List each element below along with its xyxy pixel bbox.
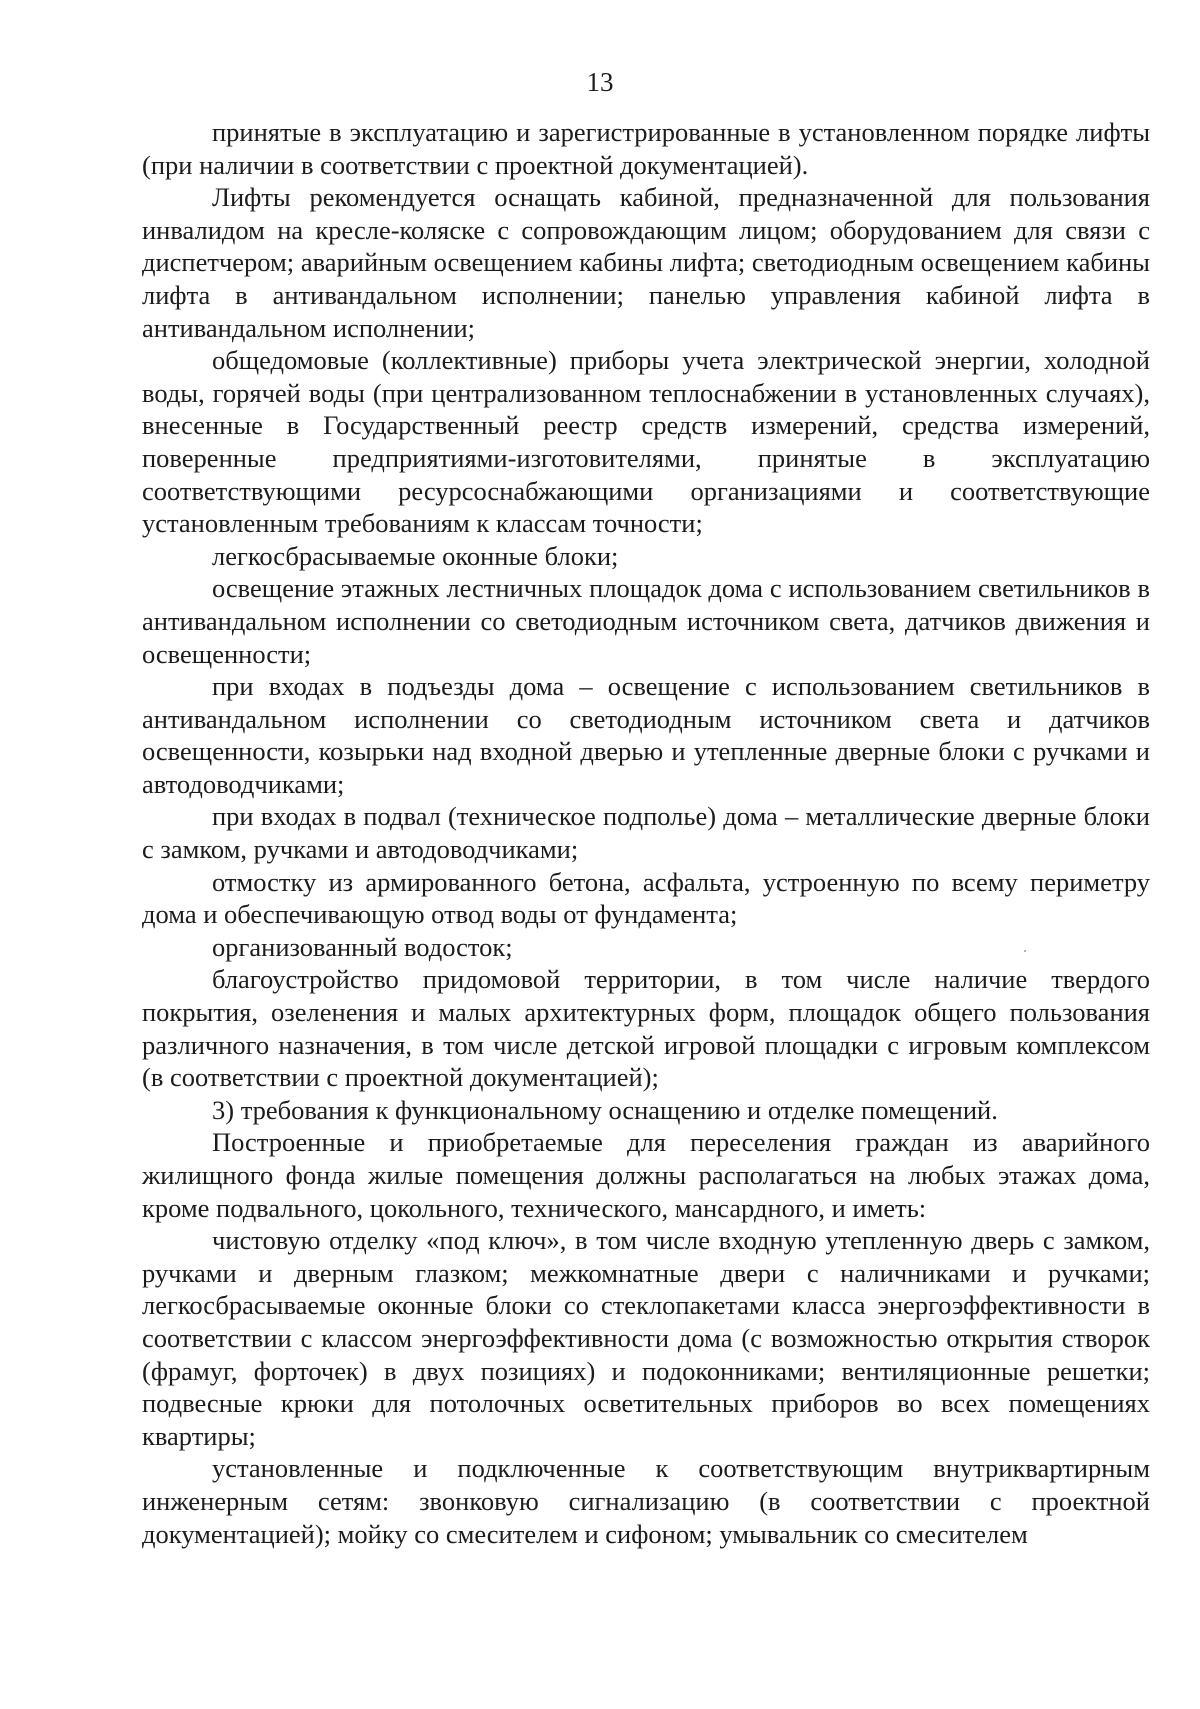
paragraph: при входах в подвал (техническое подполье) дома – металлические дверные блоки с замком, ручками и автодоводчиками; bbox=[142, 801, 1150, 865]
paragraph: общедомовые (коллективные) приборы учета электрической энергии, холодной воды, горячей воды (при централизованном теплоснабжении в установленных случаях), внесенные в Государственный реестр средств измерений, средства измерений, поверенные предприятиями-изготовителями, принятые в эксплуатацию соответствующими ресурсоснабжающими организациями и соответствующие установленным требованиям к классам точности; bbox=[142, 345, 1150, 539]
paragraph: отмостку из армированного бетона, асфальта, устроенную по всему периметру дома и обеспечивающую отвод воды от фундамента; bbox=[142, 866, 1150, 930]
page-number: 13 bbox=[586, 67, 614, 97]
body-text bbox=[142, 116, 1150, 1550]
paragraph: легкосбрасываемые оконные блоки; bbox=[212, 540, 619, 571]
paragraph: установленные и подключенные к соответствующим внутриквартирным инженерным сетям: звонковую сигнализацию (в соответствии с проектной документацией); мойку со смесителем и сифоном; умывальник со смесителем bbox=[142, 1453, 1150, 1549]
paragraph: при входах в подъезды дома – освещение с использованием светильников в антивандальном исполнении со светодиодным источником света и датчиков освещенности, козырьки над входной дверью и утепленные дверные блоки с ручками и автодоводчиками; bbox=[142, 671, 1150, 799]
paragraph: чистовую отделку «под ключ», в том числе входную утепленную дверь с замком, ручками и дверным глазком; межкомнатные двери с наличниками и ручками; легкосбрасываемые оконные блоки со стеклопакетами класса энергоэффективности в соответствии с классом энергоэффективности дома (с возможностью открытия створок (фрамуг, форточек) в двух позициях) и подоконниками; вентиляционные решетки; подвесные крюки для потолочных осветительных приборов во всех помещениях квартиры; bbox=[142, 1225, 1150, 1451]
paragraph: организованный водосток; bbox=[212, 931, 513, 962]
scan-speck bbox=[1024, 950, 1026, 952]
paragraph: Построенные и приобретаемые для переселения граждан из аварийного жилищного фонда жилые помещения должны располагаться на любых этажах дома, кроме подвального, цокольного, технического, мансардного, и иметь: bbox=[142, 1127, 1150, 1223]
paragraph: Лифты рекомендуется оснащать кабиной, предназначенной для пользования инвалидом на кресле-коляске с сопровождающим лицом; оборудованием для связи с диспетчером; аварийным освещением кабины лифта; светодиодным освещением кабины лифта в антивандальном исполнении; панелью управления кабиной лифта в антивандальном исполнении; bbox=[142, 182, 1150, 343]
paragraph: благоустройство придомовой территории, в том числе наличие твердого покрытия, озеленения и малых архитектурных форм, площадок общего пользования различного назначения, в том числе детской игровой площадки с игровым комплексом (в соответствии с проектной документацией); bbox=[142, 964, 1150, 1093]
paragraph: освещение этажных лестничных площадок дома с использованием светильников в антивандальном исполнении со светодиодным источником света, датчиков движения и освещенности; bbox=[142, 573, 1150, 669]
paragraph: 3) требования к функциональному оснащению и отделке помещений. bbox=[212, 1094, 998, 1125]
paragraph: принятые в эксплуатацию и зарегистрированные в установленном порядке лифты (при наличии в соответствии с проектной документацией). bbox=[142, 117, 1150, 180]
